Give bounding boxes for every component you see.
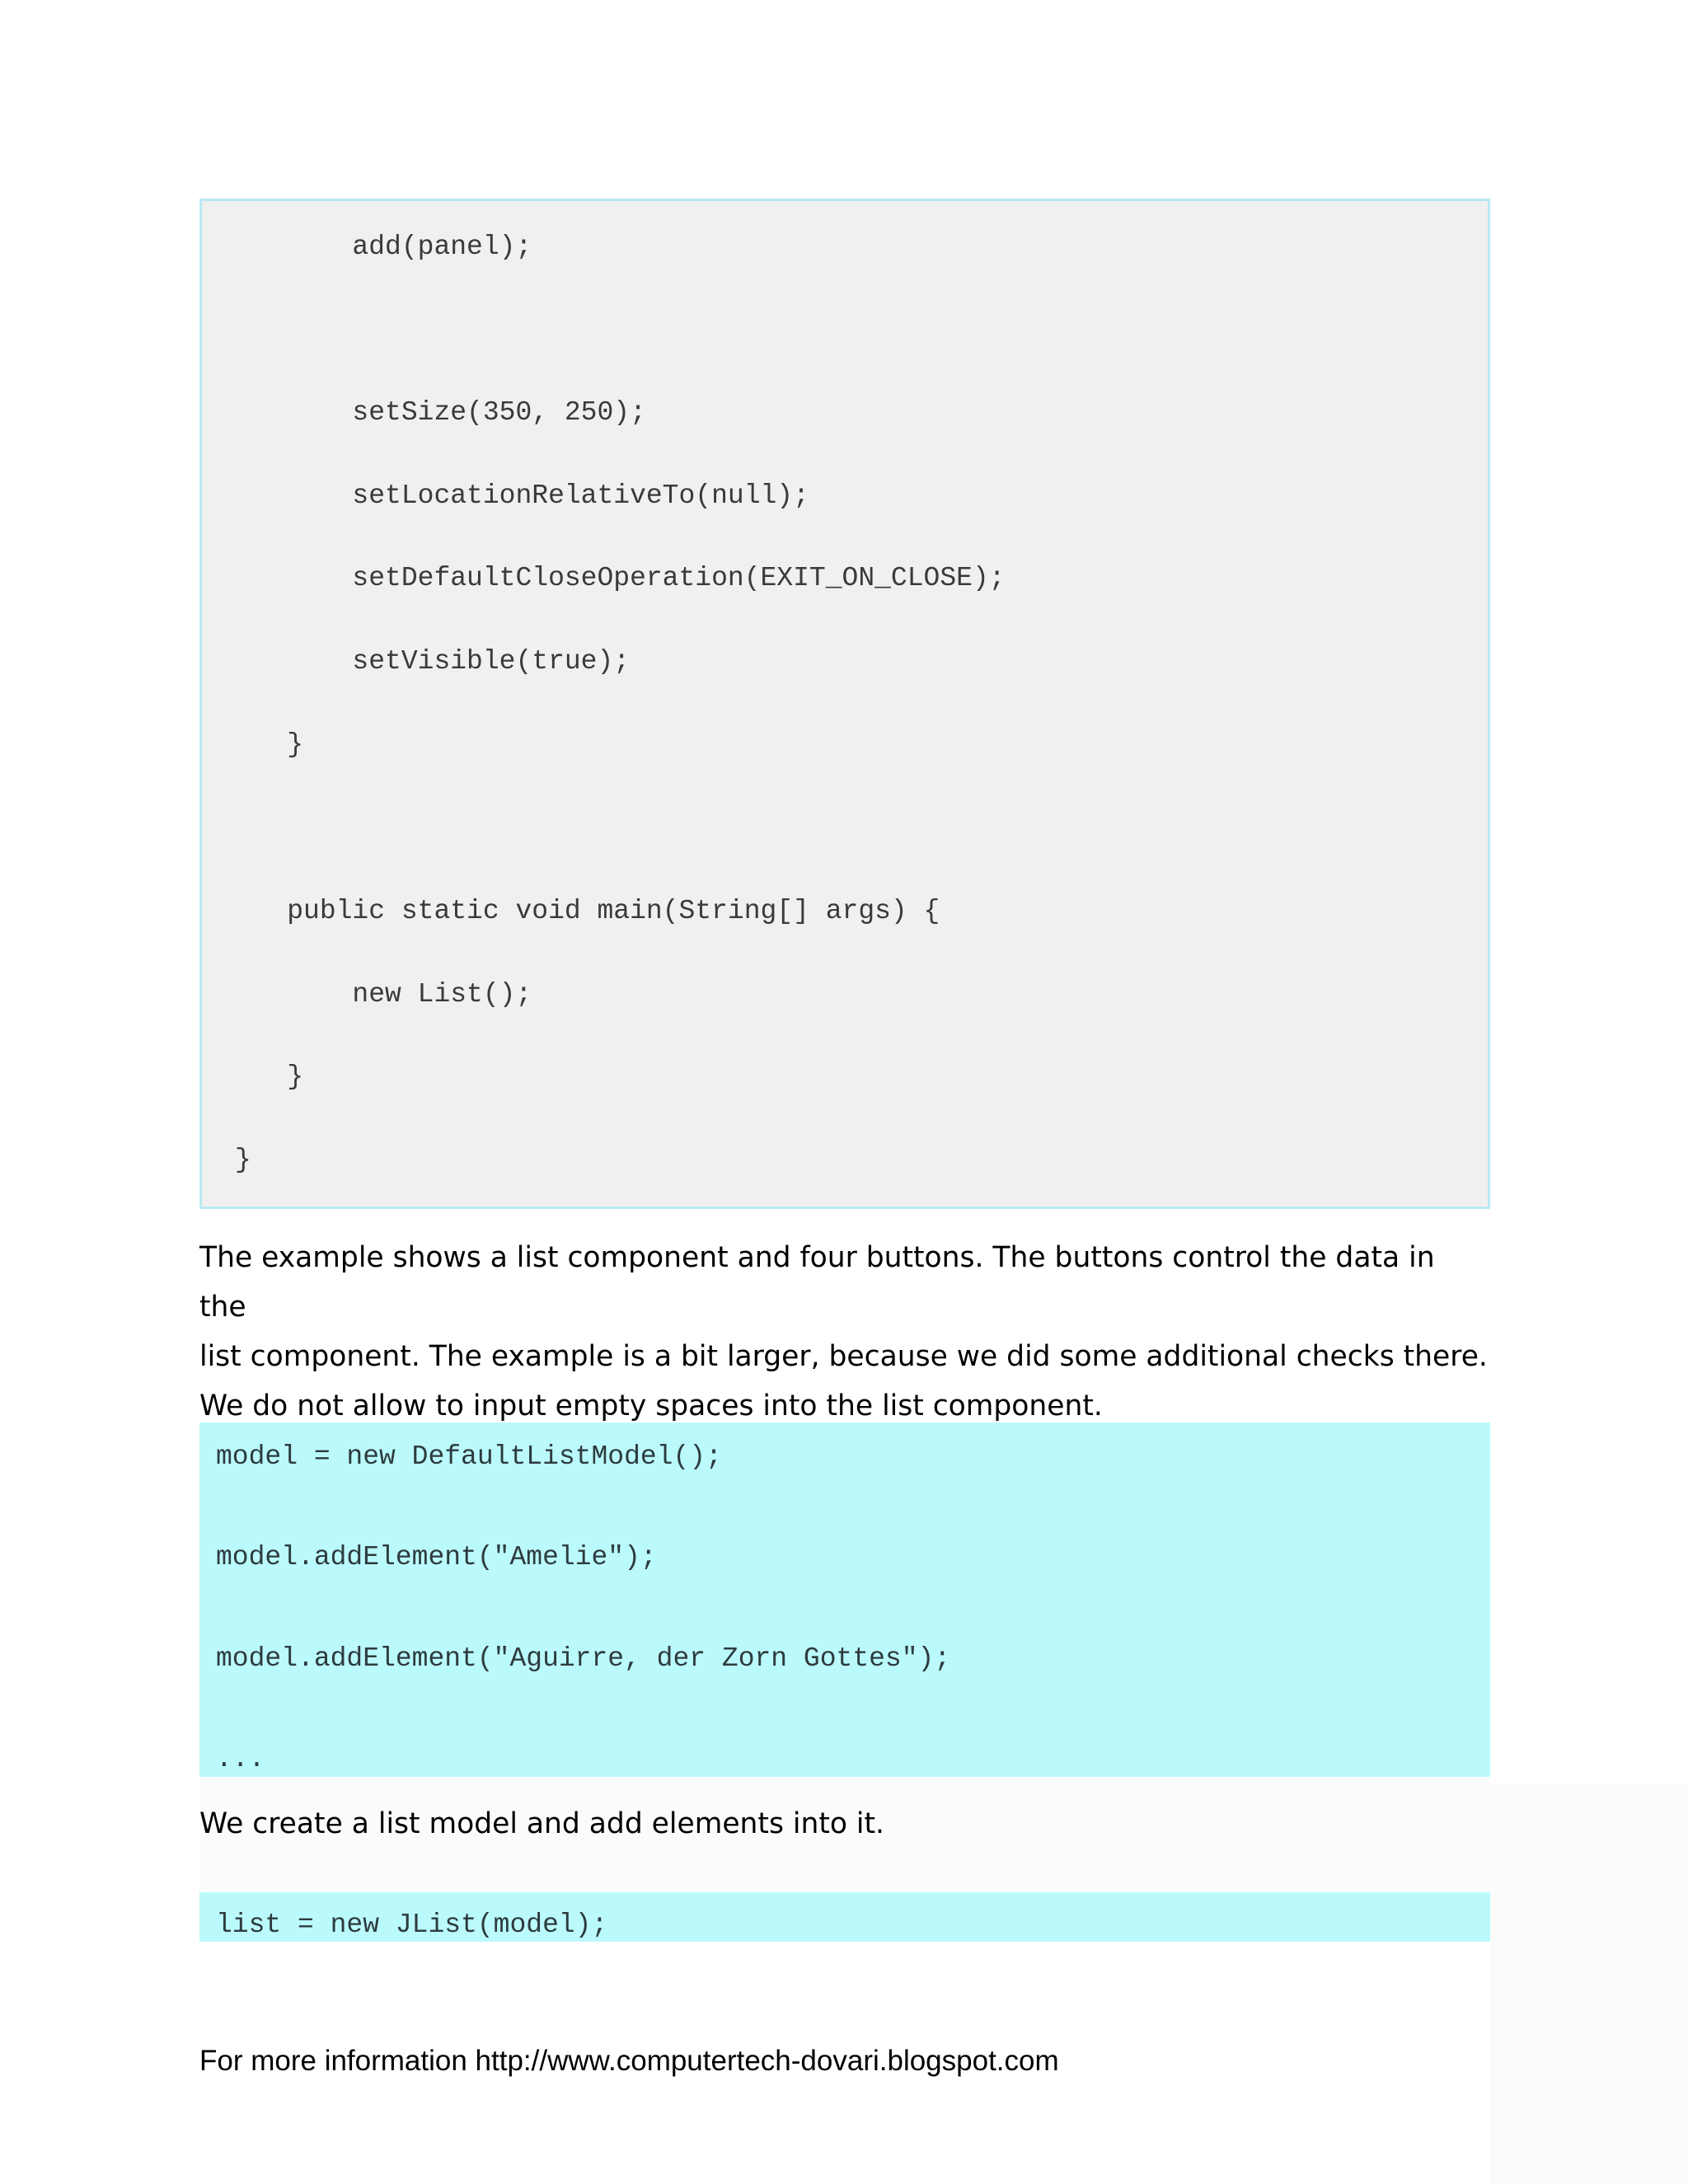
code-line: setDefaultCloseOperation(EXIT_ON_CLOSE); — [222, 563, 1006, 593]
code-line: model.addElement("Amelie"); — [216, 1542, 657, 1572]
code-line: setVisible(true); — [222, 646, 631, 677]
code-line: } — [222, 1062, 304, 1092]
code-line: setLocationRelativeTo(null); — [222, 480, 809, 511]
body-paragraph: We create a list model and add elements into it. — [199, 1807, 885, 1840]
code-line: model.addElement("Aguirre, der Zorn Gottes"); — [216, 1643, 951, 1674]
code-line: setSize(350, 250); — [222, 397, 646, 428]
code-line: new List(); — [222, 979, 532, 1010]
paragraph-line: list component. The example is a bit larger, because we did some additional checks there. — [199, 1340, 1488, 1373]
code-line: model = new DefaultListModel(); — [216, 1441, 722, 1472]
code-line: } — [235, 1145, 251, 1175]
paragraph-line: The example shows a list component and four buttons. The buttons control the data in the — [199, 1241, 1435, 1324]
page-shade — [1490, 1784, 1688, 2184]
code-block-jlist — [199, 1892, 1490, 1942]
code-block-java-frame — [199, 199, 1490, 1209]
code-line: list = new JList(model); — [216, 1910, 608, 1940]
code-block-list-model — [199, 1422, 1490, 1777]
page-footer: For more information http://www.computertech-dovari.blogspot.com — [199, 2045, 1059, 2077]
code-line: } — [222, 729, 304, 760]
body-paragraph — [199, 1233, 1490, 1431]
paragraph-line: We do not allow to input empty spaces into the list component. — [199, 1390, 1103, 1422]
code-line: public static void main(String[] args) { — [222, 896, 940, 926]
code-line: add(panel); — [222, 232, 532, 262]
code-line: ... — [216, 1744, 265, 1774]
